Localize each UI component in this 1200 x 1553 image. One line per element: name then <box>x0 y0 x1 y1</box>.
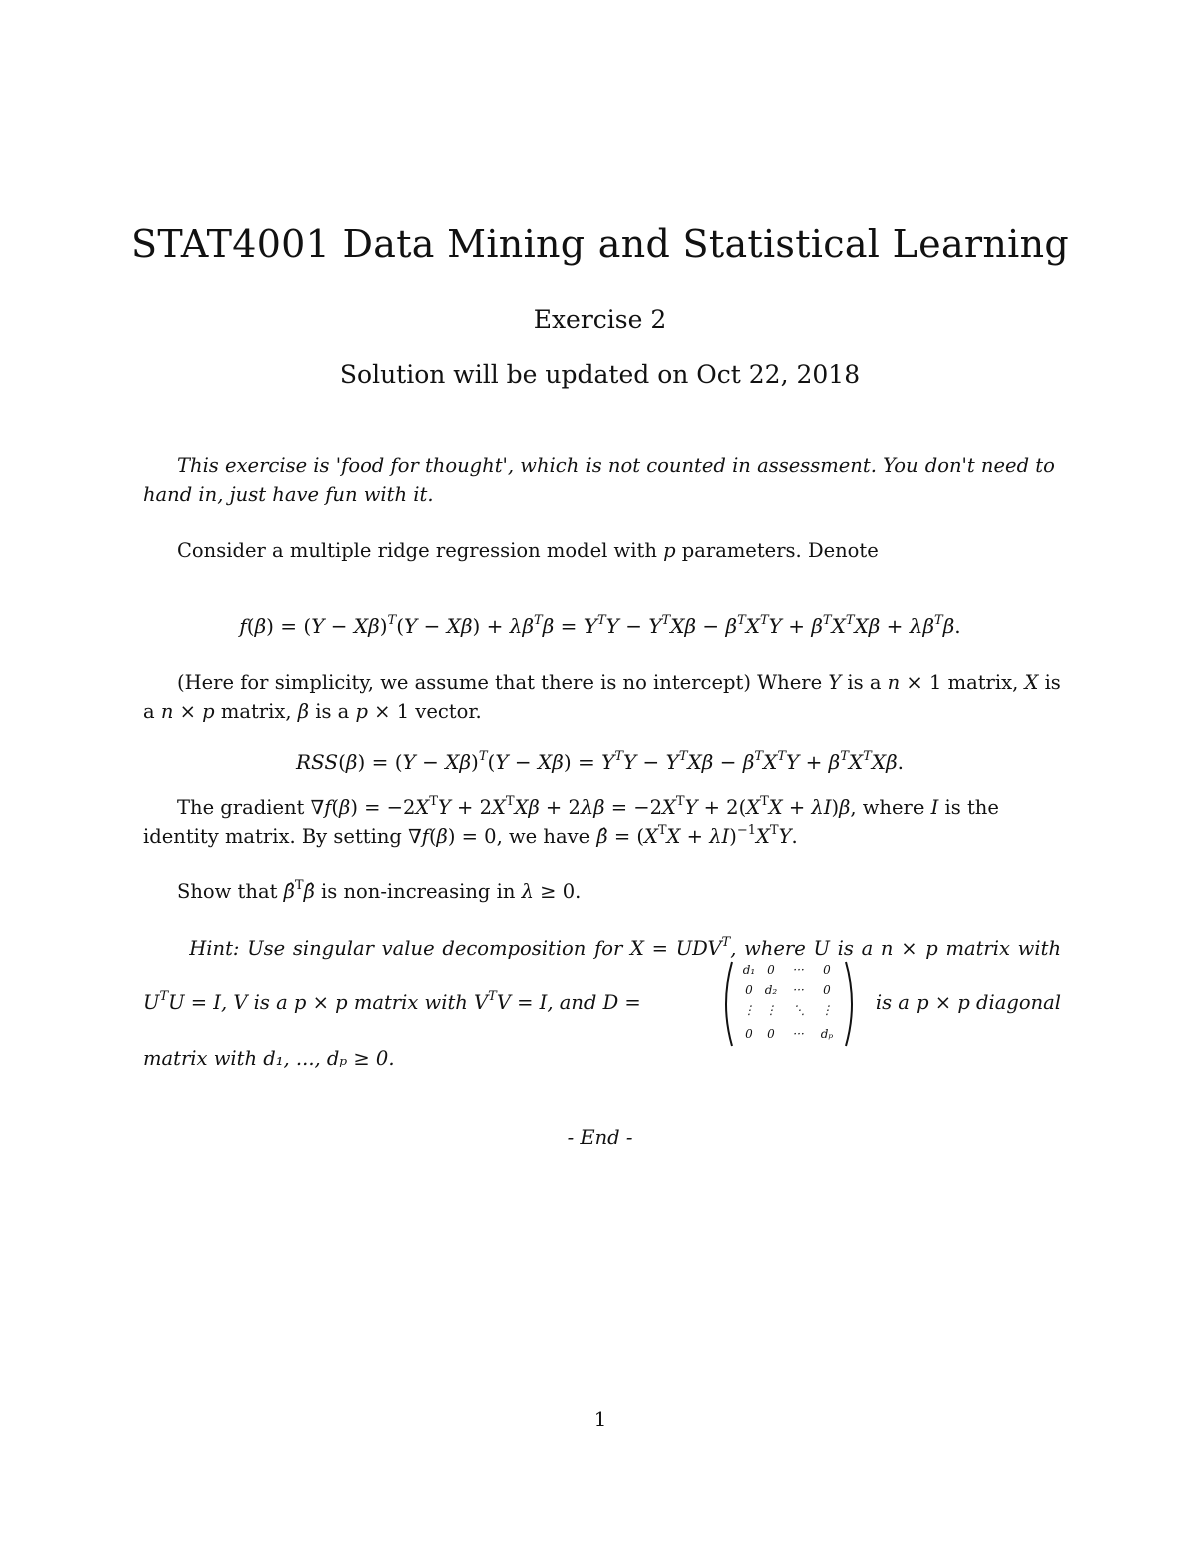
objective-equation: $f(\beta) = (Y - X\beta)^T(Y - X\beta) + \lambda\beta^T\beta = Y^TY - Y^TX\beta - \beta^TX^TY + \beta^TX^TX\beta + \lambda\beta^T\beta$. <box>239 613 961 638</box>
exercise-label: Exercise 2 <box>533 305 667 334</box>
hint-right-text: is a p × p diagonal <box>875 991 1061 1014</box>
diagonal-matrix <box>720 958 858 1050</box>
rss-equation: $RSS(\beta) = (Y - X\beta)^T(Y - X\beta) = Y^TY - Y^TX\beta - \beta^TX^TY + \beta^TX^TX\beta$. <box>295 749 905 774</box>
matrix-cell: ⋮ <box>743 1003 755 1017</box>
assumption-paragraph: (Here for simplicity, we assume that there is no intercept) Where Y is a n × 1 matrix, X is a n × p matrix, β is a p × 1 vector. <box>143 671 1061 723</box>
consider-paragraph: Consider a multiple ridge regression model with p parameters. Denote <box>177 539 879 562</box>
matrix-cell: 0 <box>745 1027 753 1041</box>
matrix-cell: ⋮ <box>765 1003 777 1017</box>
matrix-cell: 0 <box>823 983 831 997</box>
hint-last-line: matrix with d₁, ..., dₚ ≥ 0. <box>143 1047 395 1070</box>
hint-first-line: Hint: Use singular value decomposition for $X = UDV^T$, where U is a n × p matrix with <box>143 935 1062 960</box>
matrix-cell: ⋮ <box>821 1003 833 1017</box>
page-number: 1 <box>593 1407 607 1431</box>
matrix-cell: 0 <box>823 963 831 977</box>
end-marker: - End - <box>567 1126 633 1149</box>
matrix-cell: ··· <box>793 963 805 977</box>
matrix-cell: ··· <box>793 1027 805 1041</box>
matrix-cell: d₂ <box>764 983 778 997</box>
intro-paragraph: This exercise is 'food for thought', which is not counted in assessment. You don't need to hand in, just have fun with it. <box>143 454 1055 506</box>
matrix-cell: d₁ <box>742 963 756 977</box>
document-title: STAT4001 Data Mining and Statistical Learning <box>131 222 1069 266</box>
matrix-cell: ··· <box>793 983 805 997</box>
hint-matrix-row <box>143 958 1061 1054</box>
matrix-cell: 0 <box>745 983 753 997</box>
hint-left-text: $U^TU = I$, V is a p × p matrix with $V^TV = I$, and D = <box>143 989 641 1014</box>
matrix-cell: 0 <box>767 963 775 977</box>
show-that-paragraph: Show that β̂$^T$β̂ is non-increasing in λ ≥ 0. <box>177 878 582 903</box>
gradient-paragraph: The gradient $\nabla f(\beta) = -2X^TY + 2X^TX\beta + 2\lambda\beta = -2X^TY + 2(X^TX + \lambda I)\beta$, where I is the identity matrix. By setting ∇f(β) = 0, we have β̂ = $(X^TX + \lambda I)^{-1}X^TY$. <box>143 794 999 848</box>
matrix-cell: ⋱ <box>793 1003 805 1017</box>
matrix-cell: 0 <box>767 1027 775 1041</box>
matrix-entries <box>738 960 838 1044</box>
solution-note: Solution will be updated on Oct 22, 2018 <box>339 360 861 389</box>
matrix-cell: dₚ <box>820 1027 834 1041</box>
